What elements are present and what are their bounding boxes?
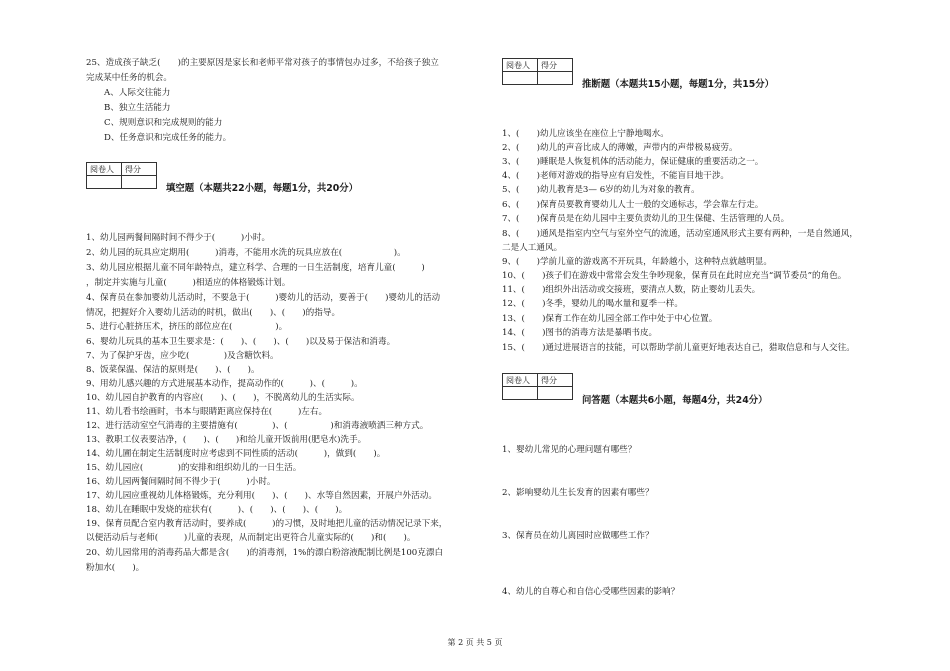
fill-line: 4、保育员在参加婴幼儿活动时，不要急于( )婴幼儿的活动，要善于( )婴幼儿的活动 <box>86 293 441 303</box>
fill-blank-section-title: 填空题（本题共22小题，每题1分，共20分） <box>166 183 358 194</box>
fill-line: 14、幼儿圃在制定生活制度时应考虑到不同性质的活动( )，做到( )。 <box>86 449 386 459</box>
fill-line: 16、幼儿园两餐间隔时间不得少于( )小时。 <box>86 477 276 487</box>
judge-line: 3、( )睡眠是人恢复机体的活动能力，保证健康的重要活动之一。 <box>502 157 764 167</box>
score-label: 得分 <box>122 163 157 176</box>
question-25-line2: 完成某中任务的机会。 <box>86 73 172 83</box>
fill-line: 7、为了保护牙齿，应少吃( )及含糖饮料。 <box>86 351 279 361</box>
score-cell <box>122 176 157 189</box>
score-cell <box>538 387 573 400</box>
judge-line: 9、( )学前儿童的游戏离不开玩具，年龄越小，这种特点就越明显。 <box>502 257 772 267</box>
judge-line: 1、( )幼儿应该坐在座位上宁静地喝水。 <box>502 129 669 139</box>
reviewer-label: 阅卷人 <box>503 59 538 72</box>
judge-line: 7、( )保育员是在幼儿园中主要负责幼儿的卫生保健、生活管理的人员。 <box>502 214 790 224</box>
fill-line: 3、幼儿园应根据儿童不同年龄特点，建立科学、合理的一日生活制度，培育儿童( ) <box>86 263 425 273</box>
judge-line: 13、( )保育工作在幼儿园全部工作中处于中心位置。 <box>502 314 718 324</box>
question-25-line1: 25、造成孩子缺乏( )的主要原因是家长和老师平常对孩子的事情包办过多，不给孩子独立 <box>86 58 439 68</box>
fill-line: 6、婴幼儿玩具的基本卫生要求是：( )、( )、( )以及易于保洁和消毒。 <box>86 337 396 347</box>
fill-line: 18、幼儿在睡眠中发烧的症状有( )、( )、( )、( )。 <box>86 505 348 515</box>
fill-line: 2、幼儿园的玩具应定期用( )消毒，不能用水洗的玩具应放在( )。 <box>86 248 406 258</box>
reviewer-cell <box>87 176 122 189</box>
option-a: A、人际交往能力 <box>104 88 171 98</box>
judge-line: 15、( )通过进展语言的技能，可以帮助学前儿童更好地表达自己，猎取信息和与人交往。 <box>502 343 855 353</box>
fill-line: 10、幼儿园自护教育的内容应( )、( )，不脱离幼儿的生活实际。 <box>86 393 360 403</box>
fill-line: 情况，把握好介入婴幼儿活动的时机，做出( )、( )的指导。 <box>86 308 341 318</box>
judge-line: 12、( )冬季，婴幼儿的喝水量和夏季一样。 <box>502 299 683 309</box>
fill-line: 9、用幼儿感兴趣的方式进展基本动作，提高动作的( )、( )。 <box>86 379 363 389</box>
fill-line: ，制定并实施与儿童( )相适应的体格锻炼计划。 <box>86 278 291 288</box>
judge-line: 4、( )老师对游戏的指导应有启发性，不能盲目地干涉。 <box>502 171 730 181</box>
fill-line: 粉加水( )。 <box>86 563 145 573</box>
page-footer: 第 2 页 共 5 页 <box>447 638 503 647</box>
judge-line: 10、( )孩子们在游戏中常常会发生争吵现象，保育员在此时应充当“调节委员”的角色。 <box>502 271 847 281</box>
reviewer-label: 阅卷人 <box>503 374 538 387</box>
fill-line: 11、幼儿看书绘画时，书本与眼睛距离应保持在( )左右。 <box>86 407 328 417</box>
judge-line: 6、( )保育员要教育婴幼儿人士一般的交通标志，学会靠左行走。 <box>502 200 764 210</box>
judge-line: 8、( )通风是指室内空气与室外空气的流通，活动室通风形式主要有两种，一是自然通风， <box>502 229 858 239</box>
fill-line: 12、进行活动室空气消毒的主要措施有( )、( )和消毒液喷洒三种方式。 <box>86 421 429 431</box>
qa-question: 4、幼儿的自尊心和自信心受哪些因素的影响？ <box>502 587 680 597</box>
qa-question: 1、婴幼儿常见的心理问题有哪些？ <box>502 445 637 455</box>
fill-line: 19、保育员配合室内教育活动时，要养成( )的习惯，及时地把儿童的活动情况记录下来， <box>86 519 448 529</box>
judge-line: 二是人工通风。 <box>502 243 563 253</box>
qa-question: 3、保育员在幼儿离园时应做哪些工作？ <box>502 531 654 541</box>
score-box <box>502 58 573 85</box>
score-label: 得分 <box>538 59 573 72</box>
score-box <box>86 162 157 189</box>
reviewer-cell <box>503 72 538 85</box>
fill-line: 1、幼儿园两餐间隔时间不得少于( )小时。 <box>86 233 271 243</box>
judge-line: 2、( )幼儿的声音比成人的薄嫩，声带内的声带极易疲劳。 <box>502 143 738 153</box>
option-c: C、规则意识和完成规则的能力 <box>104 118 223 128</box>
judge-line: 11、( )组织外出活动或交接班，要清点人数，防止婴幼儿丢失。 <box>502 285 761 295</box>
fill-line: 15、幼儿园应( )的安排和组织幼儿的一日生活。 <box>86 463 302 473</box>
fill-line: 以便活动后与老师( )儿童的表现，从而制定出更符合儿童实际的( )和( )。 <box>86 533 416 543</box>
qa-question: 2、影响婴幼儿生长发育的因素有哪些？ <box>502 488 654 498</box>
option-d: D、任务意识和完成任务的能力。 <box>104 133 232 143</box>
qa-section-title: 问答题（本题共6小题，每题4分，共24分） <box>582 395 768 406</box>
score-cell <box>538 72 573 85</box>
fill-line: 17、幼儿园应重视幼儿体格锻炼，充分利用( )、( )、水等自然因素，开展户外活动。 <box>86 491 437 501</box>
judge-line: 5、( )幼儿教育是3— 6岁的幼儿为对象的教育。 <box>502 185 700 195</box>
score-label: 得分 <box>538 374 573 387</box>
score-box <box>502 373 573 400</box>
fill-line: 20、幼儿园常用的消毒药品大都是含( )的消毒剂，1%的漂白粉溶液配制比例是100克漂白 <box>86 548 444 558</box>
option-b: B、独立生活能力 <box>104 103 171 113</box>
fill-line: 5、进行心脏挤压术，挤压的部位应在( )。 <box>86 322 288 332</box>
fill-line: 8、饭菜保温、保洁的原则是( )、( )。 <box>86 365 260 375</box>
reviewer-cell <box>503 387 538 400</box>
judge-line: 14、( )图书的消毒方法是暴晒书皮。 <box>502 328 658 338</box>
reviewer-label: 阅卷人 <box>87 163 122 176</box>
fill-line: 13、教职工仪表要洁净，( )、( )和给儿童开饭前用(肥皂水)洗手。 <box>86 435 367 445</box>
judge-section-title: 推断题（本题共15小题，每题1分，共15分） <box>582 79 774 90</box>
